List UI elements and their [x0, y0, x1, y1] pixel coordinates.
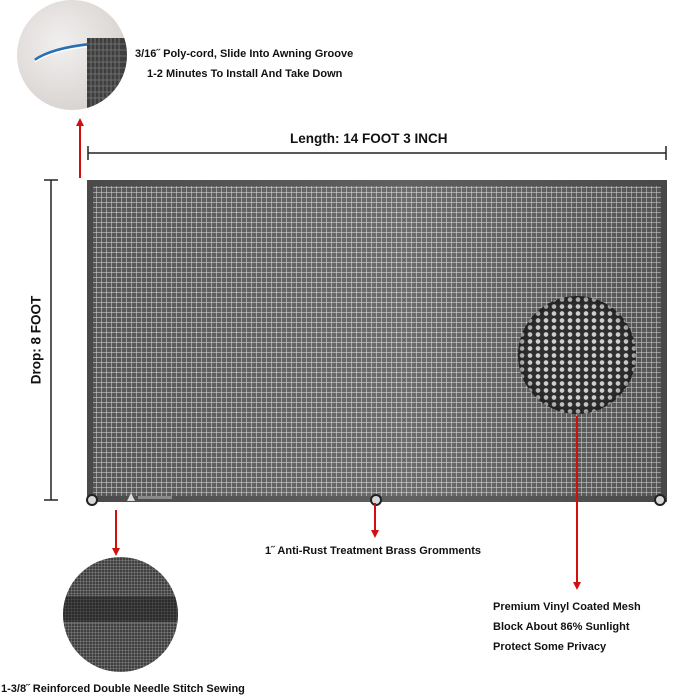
polycord-callout-line1: 3/16˝ Poly-cord, Slide Into Awning Groove — [135, 48, 354, 60]
mesh-callout-line3: Protect Some Privacy — [493, 641, 607, 653]
length-dimension-label: Length: 14 FOOT 3 INCH — [290, 131, 448, 146]
grommet-callout: 1˝ Anti-Rust Treatment Brass Gromments — [265, 545, 481, 557]
mesh-callout-line2: Block About 86% Sunlight — [493, 621, 630, 633]
stitch-callout: 1-3/8˝ Reinforced Double Needle Stitch Sewing — [1, 683, 245, 695]
polycord-callout-line2: 1-2 Minutes To Install And Take Down — [147, 68, 343, 80]
length-dimension-line — [88, 146, 666, 160]
drop-dimension-line — [44, 180, 58, 500]
mesh-callout-line1: Premium Vinyl Coated Mesh — [493, 601, 641, 613]
drop-dimension-label: Drop: 8 FOOT — [28, 295, 44, 385]
